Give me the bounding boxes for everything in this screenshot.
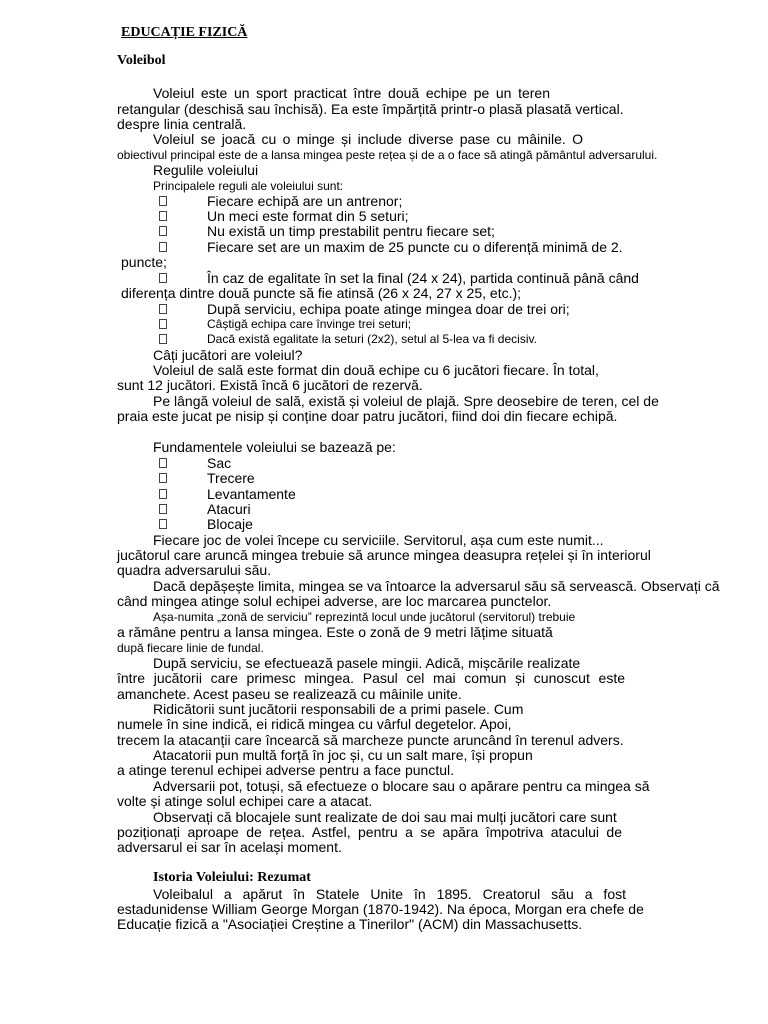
bullet-icon xyxy=(159,304,167,314)
document-title: EDUCAȚIE FIZICĂ xyxy=(121,25,248,40)
list-item: Sac xyxy=(207,455,232,471)
bullet-icon xyxy=(159,273,167,283)
paragraph-line: praia este jucat pe nisip și conține doar patru jucători, fiind doi din fiecare echipă. xyxy=(117,408,618,424)
bullet-icon xyxy=(159,242,167,252)
paragraph-line: între jucătorii care primesc mingea. Pasul cel mai comun și cunoscut este xyxy=(117,670,625,686)
paragraph-line: Voleiul se joacă cu o minge și include diverse pase cu mâinile. O xyxy=(153,131,583,147)
bullet-icon xyxy=(159,211,167,221)
paragraph-line: a rămâne pentru a lansa mingea. Este o zonă de 9 metri lățime situată xyxy=(117,624,553,640)
list-item-continuation: puncte; xyxy=(121,254,167,270)
list-item: Fiecare echipă are un antrenor; xyxy=(207,193,403,209)
bullet-icon xyxy=(159,334,167,344)
paragraph-line: trecem la atacanții care încearcă să marcheze puncte aruncând în terenul advers. xyxy=(117,732,624,748)
bullet-icon xyxy=(159,458,167,468)
paragraph-line: retangular (deschisă sau închisă). Ea este împărțită printr-o plasă plasată vertical. xyxy=(117,101,624,117)
paragraph-line: sunt 12 jucători. Există încă 6 jucători de rezervă. xyxy=(117,377,423,393)
list-item: Levantamente xyxy=(207,486,296,502)
paragraph-line: estadunidense William George Morgan (1870-1942). Na época, Morgan era chefe de xyxy=(117,901,644,917)
list-item: Atacuri xyxy=(207,501,251,517)
section-heading: Voleibol xyxy=(117,53,166,68)
paragraph-line: despre linia centrală. xyxy=(117,116,247,132)
paragraph-line: Dacă depășește limita, mingea se va întoarce la adversarul său să servească. Observați că xyxy=(153,578,720,594)
paragraph-line: amanchete. Acest paseu se realizează cu mâinile unite. xyxy=(117,686,462,702)
paragraph-line: când mingea atinge solul echipei adverse, are loc marcarea punctelor. xyxy=(117,593,552,609)
section-heading: Istoria Voleiului: Rezumat xyxy=(153,870,311,885)
paragraph-line: a atinge terenul echipei adverse pentru a face punctul. xyxy=(117,762,455,778)
paragraph-line: adversarul ei sar în același moment. xyxy=(117,839,342,855)
bullet-icon xyxy=(159,226,167,236)
paragraph-line: Adversarii pot, totuși, să efectueze o blocare sau o apărare pentru ca mingea să xyxy=(153,778,650,794)
paragraph-line: poziționați aproape de rețea. Astfel, pentru a se apăra împotriva atacului de xyxy=(117,824,622,840)
list-item: Dacă există egalitate la seturi (2x2), setul al 5-lea va fi decisiv. xyxy=(207,332,537,346)
paragraph-line: Fiecare joc de volei începe cu serviciile. Servitorul, așa cum este numit... xyxy=(153,532,604,548)
subheading: Fundamentele voleiului se bazează pe: xyxy=(153,439,396,455)
list-item-continuation: diferența dintre două puncte să fie atinsă (26 x 24, 27 x 25, etc.); xyxy=(121,285,522,301)
list-item: Fiecare set are un maxim de 25 puncte cu o diferență minimă de 2. xyxy=(207,239,623,255)
paragraph-line: volte și atinge solul echipei care a atacat. xyxy=(117,793,373,809)
paragraph-line: Voleibalul a apărut în Statele Unite în 1895. Creatorul său a fost xyxy=(153,886,626,902)
bullet-icon xyxy=(159,319,167,329)
list-item: Un meci este format din 5 seturi; xyxy=(207,208,409,224)
paragraph-line: Pe lângă voleiul de sală, există și voleiul de plajă. Spre deosebire de teren, cel de xyxy=(153,393,659,409)
paragraph-line: obiectivul principal este de a lansa mingea peste rețea și de a o face să atingă pământul adversarului. xyxy=(117,148,658,162)
paragraph-line: Ridicătorii sunt jucătorii responsabili de a primi pasele. Cum xyxy=(153,701,524,717)
bullet-icon xyxy=(159,489,167,499)
paragraph-line: Voleiul de sală este format din două echipe cu 6 jucători fiecare. În total, xyxy=(153,362,599,378)
paragraph-line: Atacatorii pun multă forță în joc și, cu un salt mare, își propun xyxy=(153,747,533,763)
subheading: Regulile voleiului xyxy=(153,162,259,178)
bullet-icon xyxy=(159,504,167,514)
paragraph-line: numele în sine indică, ei ridică mingea cu vârful degetelor. Apoi, xyxy=(117,716,512,732)
paragraph-line: quadra adversarului său. xyxy=(117,562,272,578)
list-item: Câștigă echipa care învinge trei seturi; xyxy=(207,317,412,331)
list-item: După serviciu, echipa poate atinge mingea doar de trei ori; xyxy=(207,301,570,317)
paragraph-line: Voleiul este un sport practicat între două echipe pe un teren xyxy=(153,85,550,101)
paragraph-line: jucătorul care aruncă mingea trebuie să arunce mingea deasupra rețelei și în interiorul xyxy=(117,547,651,563)
list-item: În caz de egalitate în set la final (24 x 24), partida continuă până când xyxy=(207,270,639,286)
paragraph-line: Observați că blocajele sunt realizate de doi sau mai mulți jucători care sunt xyxy=(153,809,617,825)
paragraph-line: După serviciu, se efectuează pasele mingii. Adică, mișcările realizate xyxy=(153,655,581,671)
bullet-icon xyxy=(159,473,167,483)
paragraph-line: după fiecare linie de fundal. xyxy=(117,641,264,655)
bullet-icon xyxy=(159,519,167,529)
paragraph-line: Așa-numita „zonă de serviciu” reprezintă locul unde jucătorul (servitorul) trebuie xyxy=(153,610,576,624)
paragraph-line: Educație fizică a "Asociației Creștine a Tinerilor" (ACM) din Massachusetts. xyxy=(117,916,583,932)
paragraph-line: Principalele reguli ale voleiului sunt: xyxy=(153,179,344,193)
bullet-icon xyxy=(159,196,167,206)
list-item: Nu există un timp prestabilit pentru fiecare set; xyxy=(207,223,495,239)
list-item: Trecere xyxy=(207,470,255,486)
subheading: Câți jucători are voleiul? xyxy=(153,347,303,363)
list-item: Blocaje xyxy=(207,516,253,532)
